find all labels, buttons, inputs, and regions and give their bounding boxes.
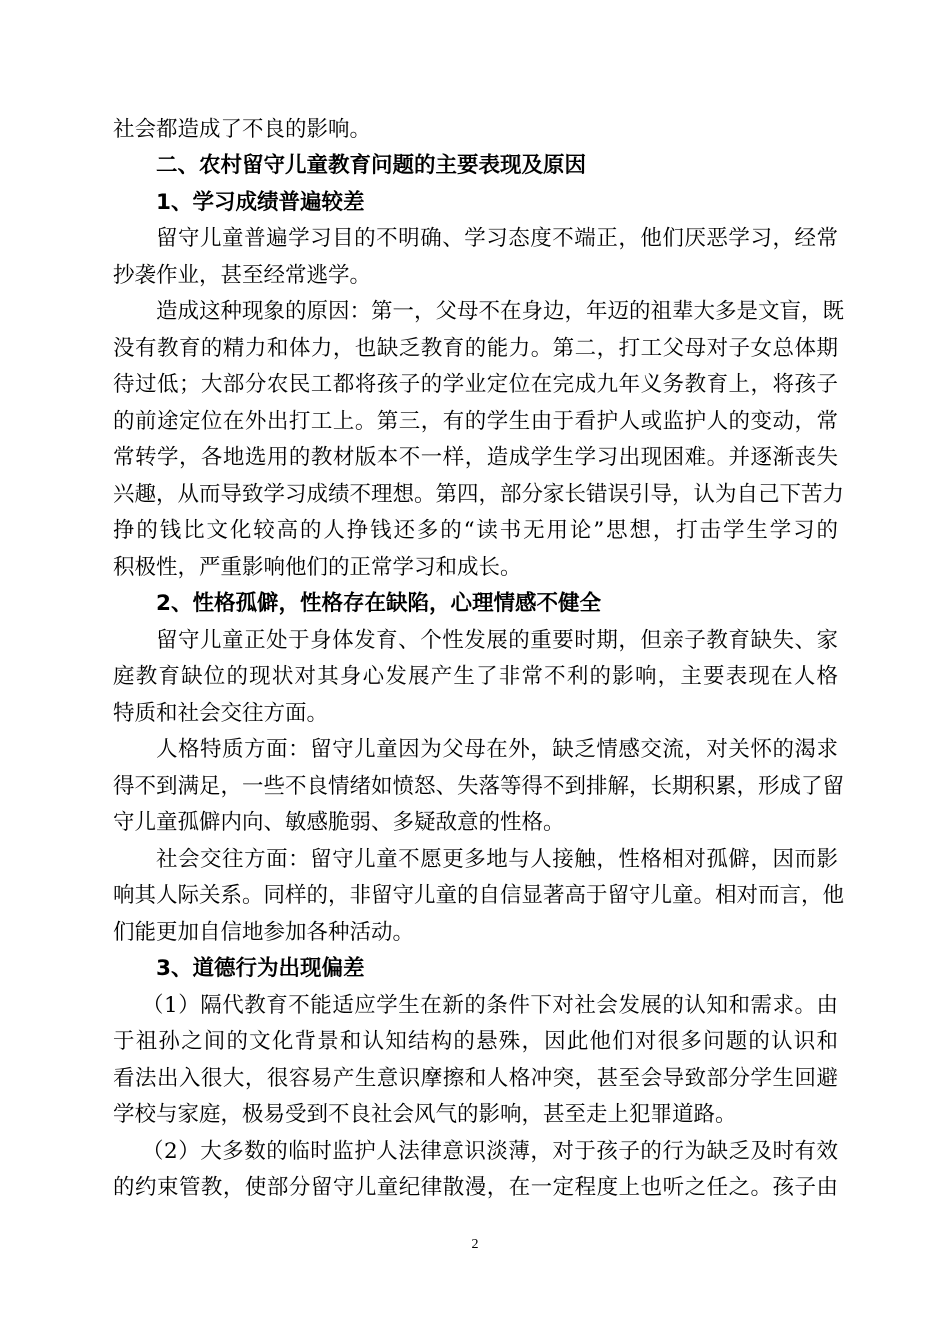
section-heading: 二、农村留守儿童教育问题的主要表现及原因: [156, 153, 587, 178]
text-line: 积极性，严重影响他们的正常学习和成长。: [113, 555, 522, 580]
text-line: 们能更加自信地参加各种活动。: [113, 920, 415, 945]
text-line: 没有教育的精力和体力，也缺乏教育的能力。第二，打工父母对子女总体期: [113, 336, 838, 361]
text-line: 留守儿童普遍学习目的不明确、学习态度不端正，他们厌恶学习，经常: [156, 226, 838, 251]
text-line: 抄袭作业，甚至经常逃学。: [113, 263, 372, 288]
text-line: 于祖孙之间的文化背景和认知结构的悬殊，因此他们对很多问题的认识和: [113, 1029, 838, 1054]
text-line: 响其人际关系。同样的，非留守儿童的自信显著高于留守儿童。相对而言，他: [113, 883, 845, 908]
text-line: 社会都造成了不良的影响。: [113, 117, 372, 142]
text-line: 庭教育缺位的现状对其身心发展产生了非常不利的影响，主要表现在人格: [113, 664, 838, 689]
text-line: 看法出入很大，很容易产生意识摩擦和人格冲突，甚至会导致部分学生回避: [113, 1066, 838, 1091]
text-line: 人格特质方面：留守儿童因为父母在外，缺乏情感交流，对关怀的渴求: [156, 737, 838, 762]
subsection-heading: 2、性格孤僻，性格存在缺陷，心理情感不健全: [156, 591, 601, 616]
text-line: 挣的钱比文化较高的人挣钱还多的“读书无用论”思想，打击学生学习的: [113, 518, 838, 543]
text-line: 特质和社会交往方面。: [113, 701, 329, 726]
text-line: 待过低；大部分农民工都将孩子的学业定位在完成九年义务教育上，将孩子: [113, 372, 838, 397]
text-line: 兴趣，从而导致学习成绩不理想。第四，部分家长错误引导，认为自己下苦力: [113, 482, 845, 507]
text-line: 社会交往方面：留守儿童不愿更多地与人接触，性格相对孤僻，因而影: [156, 847, 838, 872]
text-line: （1）隔代教育不能适应学生在新的条件下对社会发展的认知和需求。由: [142, 993, 838, 1018]
text-line: 造成这种现象的原因：第一，父母不在身边，年迈的祖辈大多是文盲，既: [156, 299, 845, 324]
text-line: 守儿童孤僻内向、敏感脆弱、多疑敌意的性格。: [113, 810, 565, 835]
subsection-heading: 3、道德行为出现偏差: [156, 956, 365, 981]
text-line: 留守儿童正处于身体发育、个性发展的重要时期，但亲子教育缺失、家: [156, 628, 838, 653]
text-line: 学校与家庭，极易受到不良社会风气的影响，甚至走上犯罪道路。: [113, 1102, 737, 1127]
page-number: 2: [471, 1237, 479, 1252]
text-line: 的约束管教，使部分留守儿童纪律散漫，在一定程度上也听之任之。孩子由: [113, 1175, 838, 1200]
subsection-heading: 1、学习成绩普遍较差: [156, 190, 365, 215]
text-line: （2）大多数的临时监护人法律意识淡薄，对于孩子的行为缺乏及时有效: [142, 1139, 838, 1164]
text-line: 常转学，各地选用的教材版本不一样，造成学生学习出现困难。并逐渐丧失: [113, 445, 838, 470]
text-line: 得不到满足，一些不良情绪如愤怒、失落等得不到排解，长期积累，形成了留: [113, 774, 845, 799]
text-line: 的前途定位在外出打工上。第三，有的学生由于看护人或监护人的变动，常: [113, 409, 838, 434]
